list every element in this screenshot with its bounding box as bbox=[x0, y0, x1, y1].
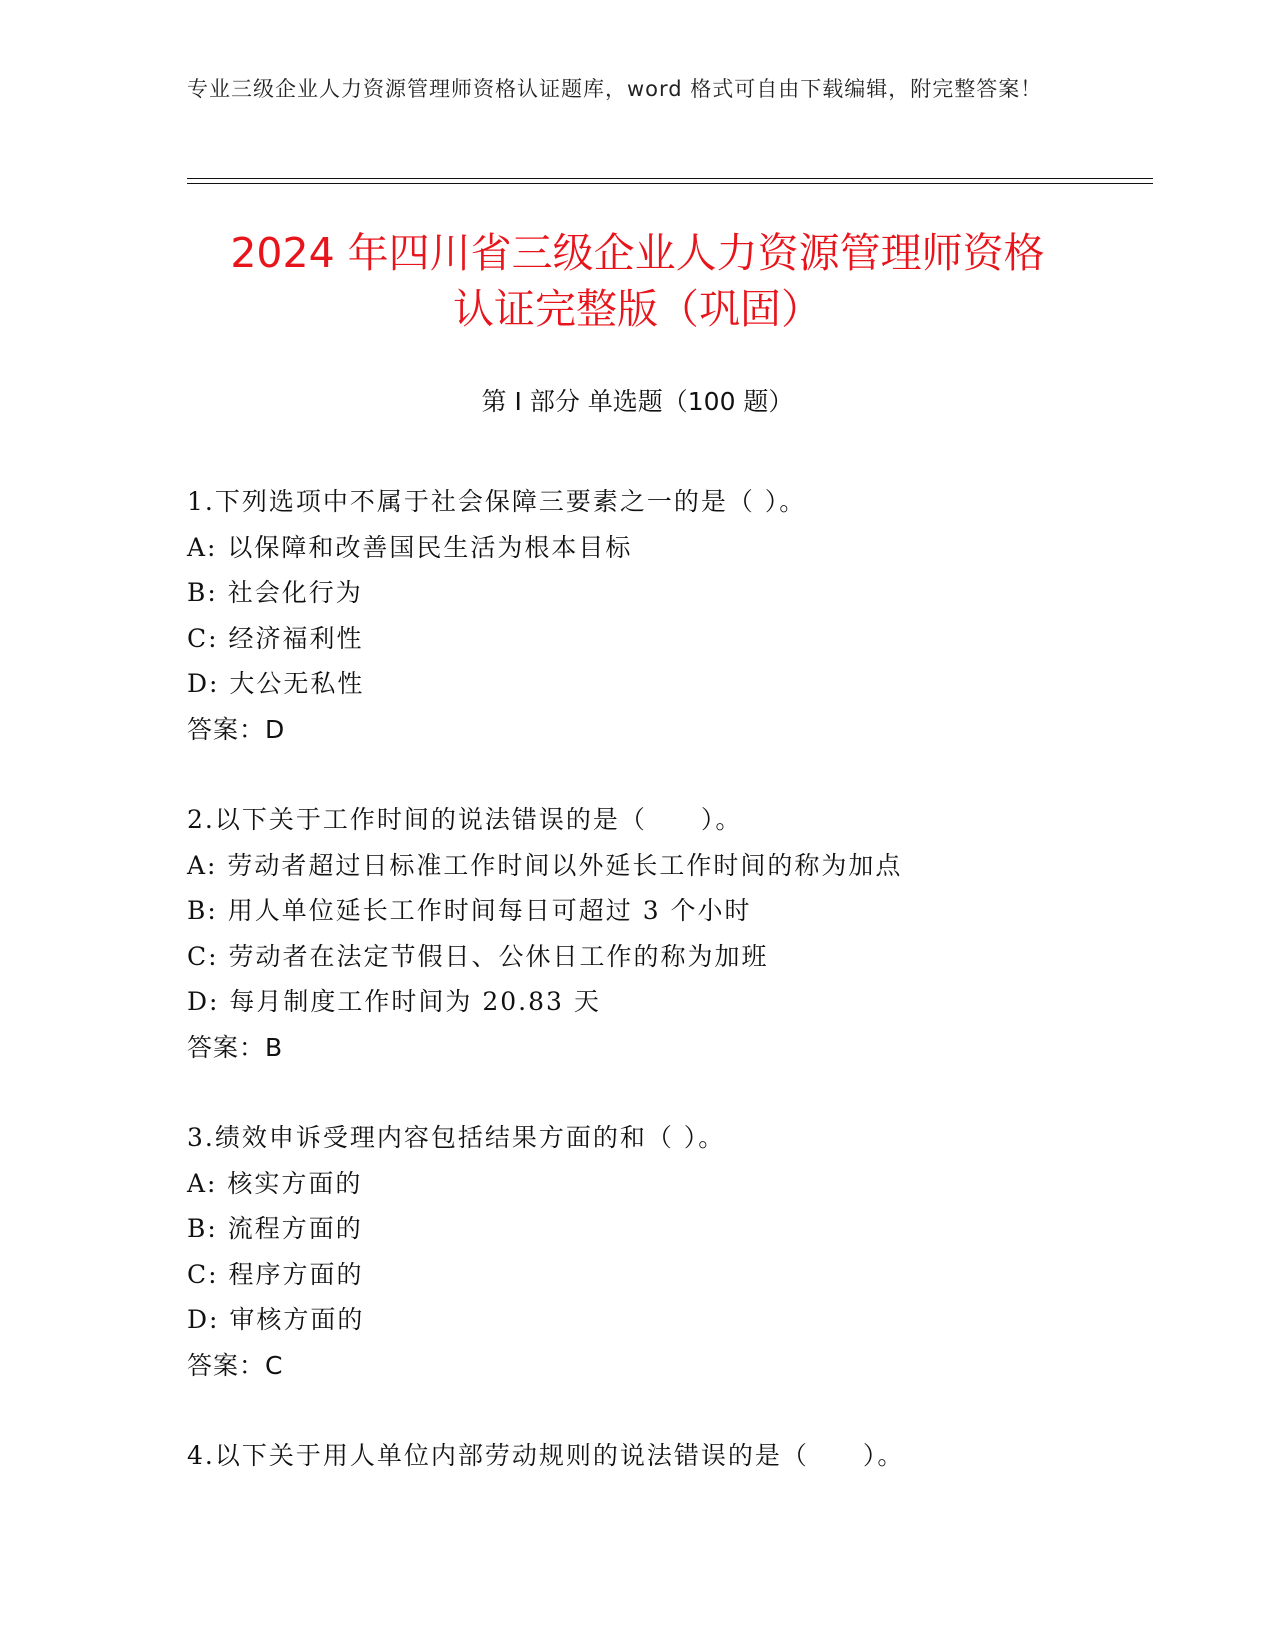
option-a: A: 以保障和改善国民生活为根本目标 bbox=[187, 532, 633, 562]
option-b: B: 社会化行为 bbox=[187, 578, 363, 607]
question-stem: 4.以下关于用人单位内部劳动规则的说法错误的是（ ）。 bbox=[187, 1441, 905, 1470]
option-c: C: 劳动者在法定节假日、公休日工作的称为加班 bbox=[187, 941, 769, 971]
header-divider-top bbox=[187, 178, 1153, 179]
header-note: 专业三级企业人力资源管理师资格认证题库，word 格式可自由下载编辑，附完整答案！ bbox=[187, 77, 1043, 101]
answer-line: 答案：D bbox=[187, 714, 286, 744]
question-3 bbox=[187, 1115, 1187, 1388]
header-divider-bottom bbox=[187, 183, 1153, 184]
question-stem: 1.下列选项中不属于社会保障三要素之一的是（ ）。 bbox=[187, 487, 807, 516]
question-4 bbox=[187, 1433, 1187, 1479]
question-1 bbox=[187, 479, 1187, 752]
title-line-1: 2024 年四川省三级企业人力资源管理师资格 bbox=[230, 229, 1045, 277]
section-heading: 第 I 部分 单选题（100 题） bbox=[481, 387, 794, 416]
option-a: A: 劳动者超过日标准工作时间以外延长工作时间的称为加点 bbox=[187, 850, 903, 880]
option-d: D: 每月制度工作时间为 20.83 天 bbox=[187, 987, 601, 1016]
answer-line: 答案：C bbox=[187, 1350, 284, 1380]
title-line-2: 认证完整版（巩固） bbox=[453, 285, 822, 333]
option-d: D: 大公无私性 bbox=[187, 669, 365, 698]
option-a: A: 核实方面的 bbox=[187, 1168, 363, 1198]
question-stem: 3.绩效申诉受理内容包括结果方面的和（ ）。 bbox=[187, 1123, 726, 1152]
option-c: C: 经济福利性 bbox=[187, 623, 364, 653]
option-d: D: 审核方面的 bbox=[187, 1305, 365, 1334]
option-b: B: 流程方面的 bbox=[187, 1214, 363, 1243]
option-b: B: 用人单位延长工作时间每日可超过 3 个小时 bbox=[187, 896, 752, 925]
question-2 bbox=[187, 797, 1187, 1070]
question-stem: 2.以下关于工作时间的说法错误的是（ ）。 bbox=[187, 805, 743, 834]
answer-line: 答案：B bbox=[187, 1032, 284, 1062]
document-title bbox=[150, 225, 1125, 337]
option-c: C: 程序方面的 bbox=[187, 1259, 364, 1289]
